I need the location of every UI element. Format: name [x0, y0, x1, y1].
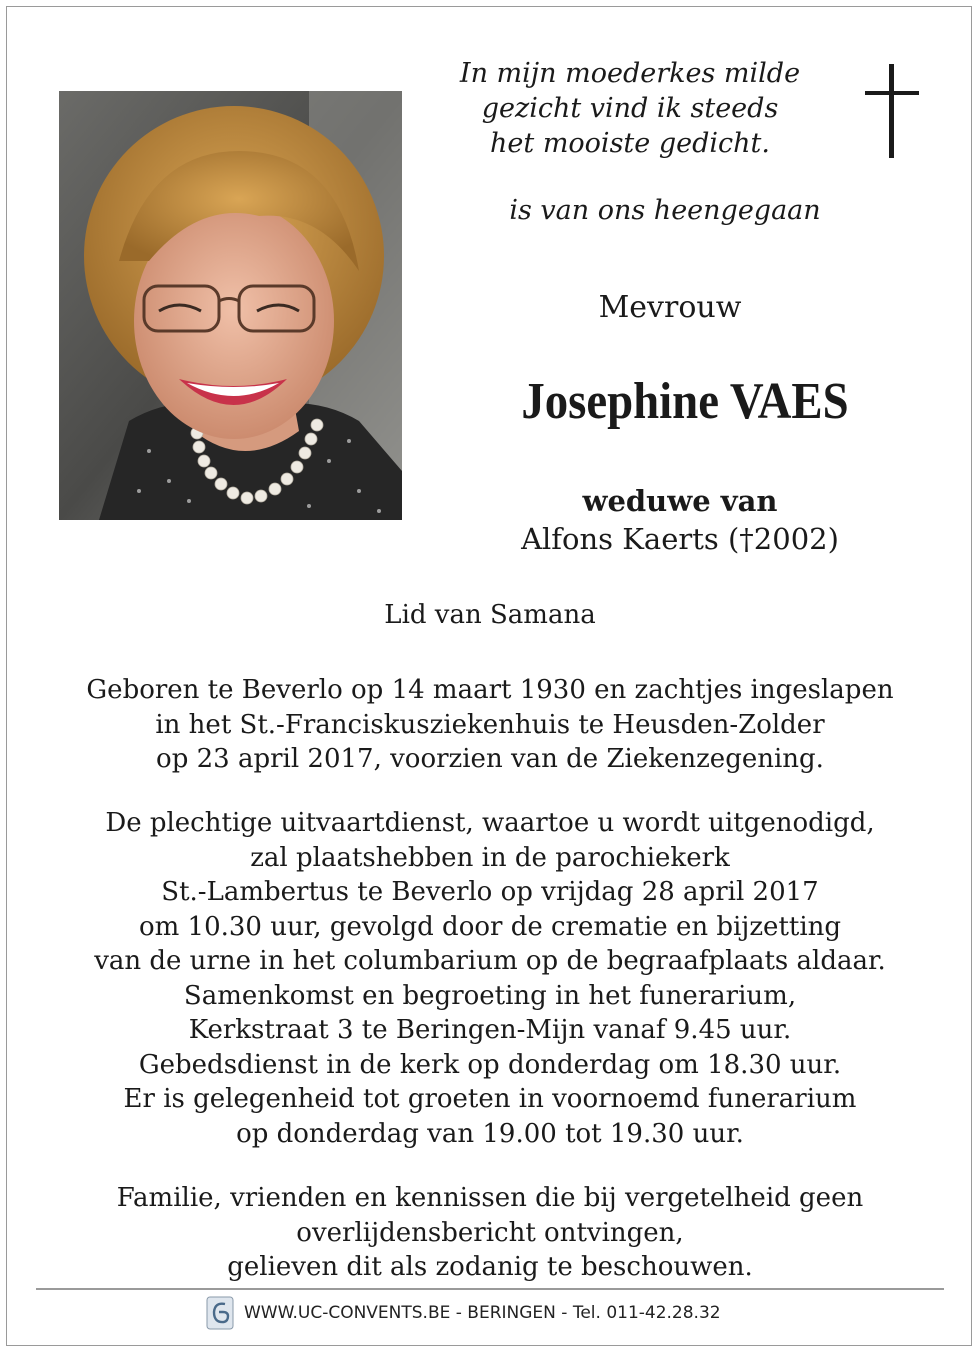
- text-line: in het St.-Franciskusziekenhuis te Heusden-Zolder: [155, 709, 825, 740]
- birth-death-paragraph: [30, 673, 950, 777]
- text-line: op donderdag van 19.00 tot 19.30 uur.: [236, 1118, 744, 1149]
- text-line: St.-Lambertus te Beverlo op vrijdag 28 april 2017: [161, 877, 819, 907]
- funeral-paragraph: [30, 806, 950, 1151]
- cross-icon: [862, 62, 924, 162]
- text-line: De plechtige uitvaartdienst, waartoe u wordt uitgenodigd,: [105, 808, 875, 838]
- text-line: zal plaatshebben in de parochiekerk: [250, 842, 730, 873]
- poem-line: In mijn moederkes milde: [459, 58, 801, 89]
- footer: [206, 1295, 721, 1331]
- text-line: op 23 april 2017, voorzien van de Ziekenzegening.: [156, 744, 824, 774]
- notice-paragraph: [30, 1181, 950, 1285]
- text-line: overlijdensbericht ontvingen,: [296, 1217, 684, 1248]
- text-line: gelieven dit als zodanig te beschouwen.: [227, 1252, 753, 1282]
- memorial-poem: [430, 56, 830, 161]
- text-line: Kerkstraat 3 te Beringen-Mijn vanaf 9.45 uur.: [188, 1015, 792, 1045]
- poem-line: gezicht vind ik steeds: [481, 93, 779, 124]
- text-line: om 10.30 uur, gevolgd door de crematie en bijzetting: [138, 911, 842, 942]
- text-line: van de urne in het columbarium op de begraafplaats aldaar.: [94, 946, 886, 976]
- text-line: Samenkomst en begroeting in het funerarium,: [183, 980, 797, 1011]
- salutation: Mevrouw: [598, 290, 742, 325]
- footer-contact: WWW.UC-CONVENTS.BE - BERINGEN - Tel. 011-42.28.32: [244, 1303, 721, 1323]
- spouse-name: Alfons Kaerts (†2002): [521, 522, 839, 556]
- text-line: Familie, vrienden en kennissen die bij vergetelheid geen: [116, 1183, 864, 1213]
- text-line: Er is gelegenheid tot groeten in voornoemd funerarium: [123, 1084, 857, 1114]
- text-line: Geboren te Beverlo op 14 maart 1930 en zachtjes ingeslapen: [86, 675, 894, 705]
- poem-line: het mooiste gedicht.: [490, 128, 770, 159]
- deceased-name: Josephine VAES: [521, 373, 849, 430]
- spouse-info: [430, 482, 930, 558]
- funeral-home-logo-icon: [206, 1296, 234, 1330]
- text-line: Gebedsdienst in de kerk op donderdag om 18.30 uur.: [138, 1049, 842, 1080]
- portrait-photo: [59, 91, 402, 520]
- spouse-label: weduwe van: [582, 484, 778, 518]
- passing-statement: is van ons heengegaan: [509, 195, 821, 226]
- membership-note: Lid van Samana: [384, 600, 596, 630]
- footer-divider: [36, 1288, 944, 1290]
